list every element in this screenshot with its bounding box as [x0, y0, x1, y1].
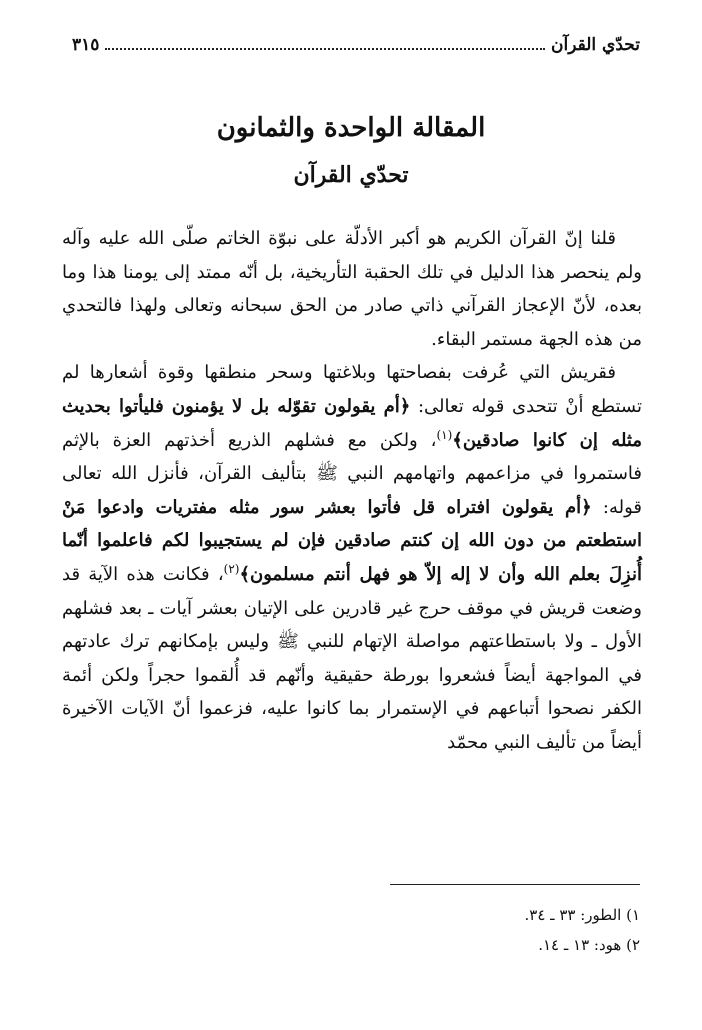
dotted-leader [105, 48, 545, 50]
quran-verse-1: ﴿أم يقولون تقوّله بل لا يؤمنون فليأتوا بحديث مثله إن كانوا صادقين﴾ [62, 395, 642, 451]
paragraph-2-text-b: ، ولكن مع فشلهم الذريع أخذتهم العزة بالإثم فاستمروا في مزاعمهم واتهامهم النبي ﷺ بتأليف القرآن، فأنزل الله تعالى قوله: [62, 429, 642, 518]
paragraph-2-text-a: فقريش التي عُرفت بفصاحتها وبلاغتها وسحر منطقها وقوة أشعارها لم تستطع أنْ تتحدى قوله تعالى: [62, 362, 642, 417]
footnote-2: ٢) هود: ١٣ ـ ١٤. [538, 936, 640, 954]
paragraph-1: قلنا إنّ القرآن الكريم هو أكبر الأدلّة على نبوّة الخاتم صلّى الله عليه وآله ولم ينحصر هذا الدليل في تلك الحقبة التأريخية، بل أنّه ممتد إلى يومنا هذا وما بعده، لأنّ الإعجاز القرآني ذاتي صادر من الحق سبحانه وتعالى ولهذا فالتحدي من هذه الجهة مستمر البقاء. [62, 228, 642, 350]
footnotes [200, 900, 640, 960]
running-header [72, 30, 640, 60]
page-number: ٣١٥ [72, 35, 100, 55]
footnote-ref-1: (١) [436, 427, 453, 442]
footnote-divider [390, 884, 640, 885]
footnote-1: ١) الطور: ٣٣ ـ ٣٤. [524, 906, 640, 924]
chapter-subtitle: تحدّي القرآن [293, 162, 409, 188]
running-title: تحدّي القرآن [551, 35, 640, 55]
body-text [62, 222, 642, 760]
paragraph-2 [62, 356, 642, 759]
chapter-title: المقالة الواحدة والثمانون [216, 113, 486, 143]
title-block [60, 108, 642, 192]
quran-verse-2: ﴿أم يقولون افتراه قل فأتوا بعشر سور مثله مفتريات وادعوا مَنْ استطعتم من دون الله إن كنتم صادقين فإن لم يستجيبوا لكم فاعلموا أنّما أُنزِلَ بعلم الله وأن لا إله إلاّ هو فهل أنتم مسلمون﴾ [62, 496, 643, 585]
paragraph-2-text-c: ، فكانت هذه الآية قد وضعت قريش في موقف حرج غير قادرين على الإتيان بعشر آيات ـ بعد فشلهم الأول ـ ولا باستطاعتهم مواصلة الإتهام للنبي ﷺ وليس بإمكانهم ترك عادتهم في المواجهة أيضاً فشعروا بورطة حقيقية وأنّهم قد أُلقموا حجراً ولكن أئمة الكفر نصحوا أتباعهم في الإستمرار بما كانوا عليه، فزعموا أنّ الآيات الآخيرة أيضاً من تأليف النبي محمّد [62, 563, 642, 753]
footnote-ref-2: (٢) [223, 561, 240, 576]
